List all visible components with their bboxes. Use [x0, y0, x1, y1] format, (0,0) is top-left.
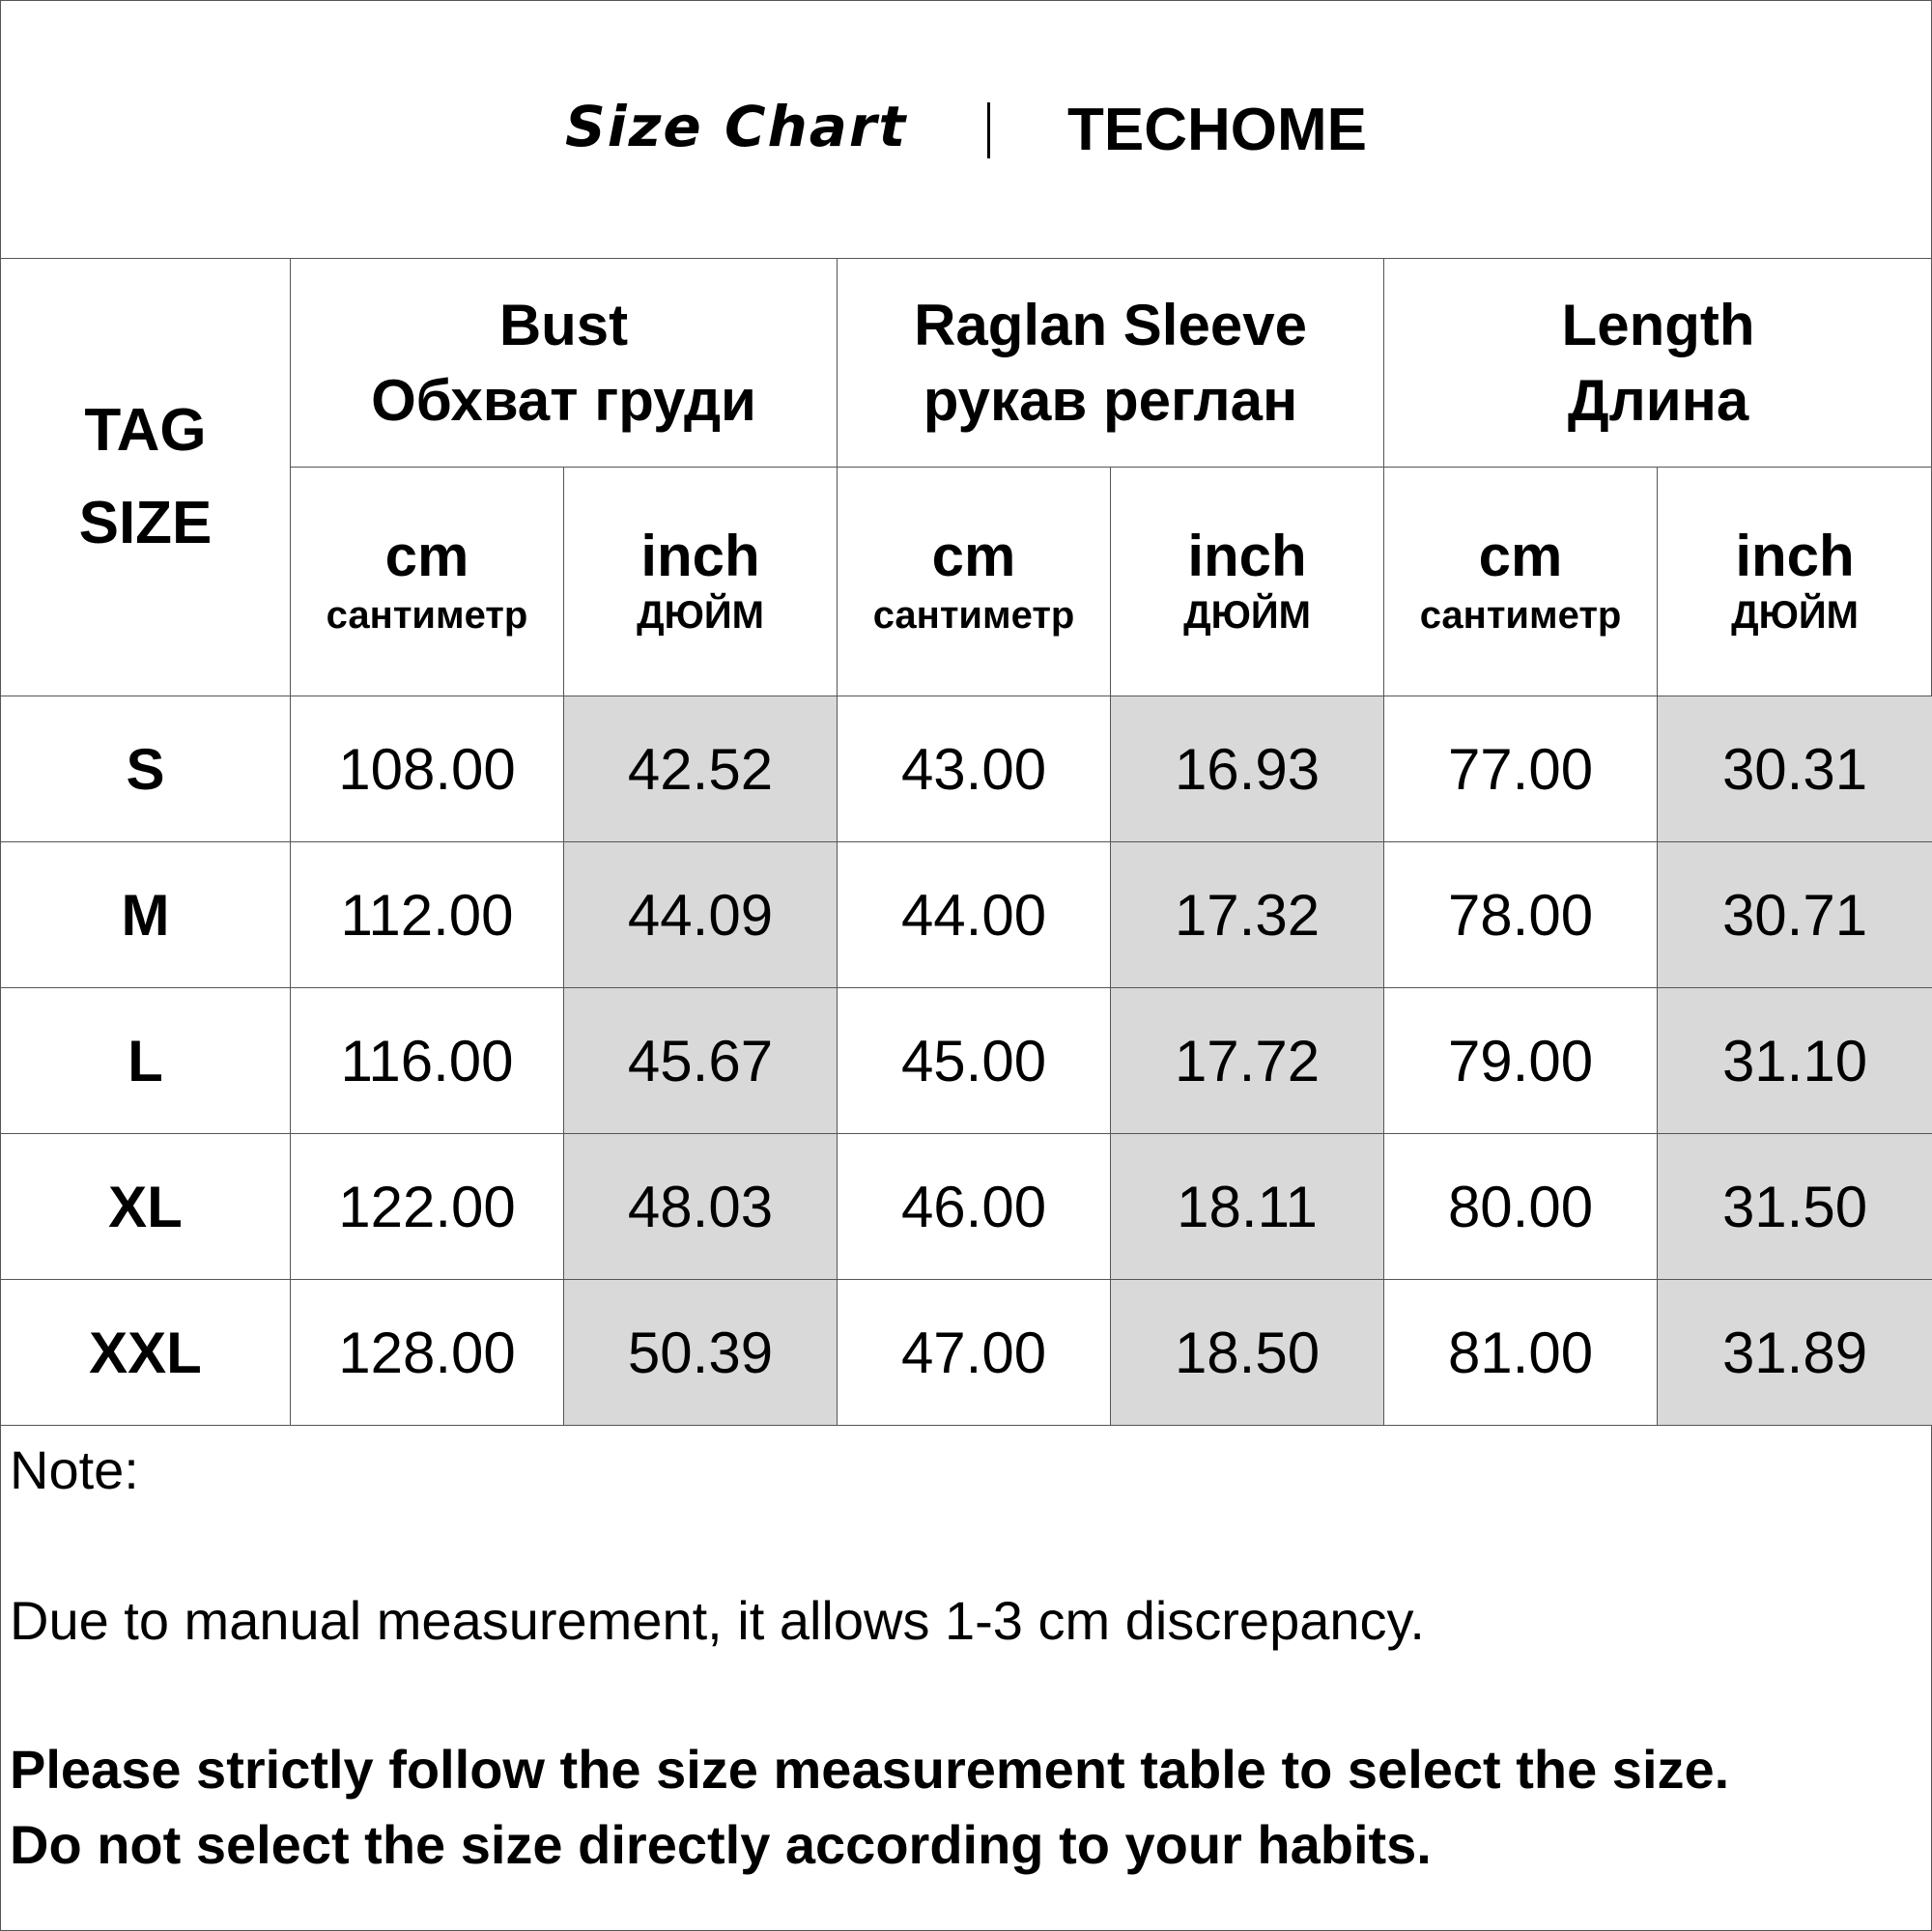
unit-main: cm	[931, 524, 1016, 588]
unit-header-inch	[1111, 468, 1384, 696]
group-name-en: Length	[1561, 292, 1755, 357]
sleeve-inch: 17.72	[1111, 988, 1384, 1134]
length-inch: 31.10	[1658, 988, 1932, 1134]
length-inch: 31.89	[1658, 1280, 1932, 1426]
length-cm: 79.00	[1384, 988, 1658, 1134]
length-cm: 77.00	[1384, 696, 1658, 842]
group-name-ru: Длина	[1567, 367, 1749, 433]
group-name-ru: рукав реглан	[923, 367, 1298, 433]
unit-sub: ДЮЙМ	[637, 594, 764, 637]
length-inch: 30.31	[1658, 696, 1932, 842]
brand-name: TECHOME	[1067, 97, 1367, 163]
sleeve-cm: 47.00	[838, 1280, 1111, 1426]
group-header-bust	[291, 259, 838, 468]
bust-cm: 122.00	[291, 1134, 564, 1280]
tag-header-line2: SIZE	[78, 490, 213, 556]
size-label: XL	[1, 1134, 291, 1280]
length-cm: 78.00	[1384, 842, 1658, 988]
table-row	[1, 988, 1932, 1134]
bust-inch: 45.67	[564, 988, 838, 1134]
unit-main: cm	[384, 524, 469, 588]
note-discrepancy: Due to manual measurement, it allows 1-3 cm discrepancy.	[10, 1590, 1425, 1651]
bust-cm: 112.00	[291, 842, 564, 988]
bust-inch: 50.39	[564, 1280, 838, 1426]
bust-cm: 128.00	[291, 1280, 564, 1426]
unit-main: inch	[1187, 524, 1307, 588]
sleeve-inch: 18.50	[1111, 1280, 1384, 1426]
unit-sub: сантиметр	[872, 594, 1075, 637]
sleeve-cm: 45.00	[838, 988, 1111, 1134]
size-table	[0, 258, 1932, 1426]
length-cm: 81.00	[1384, 1280, 1658, 1426]
sleeve-cm: 46.00	[838, 1134, 1111, 1280]
note-not-by-habits: Do not select the size directly according to your habits.	[10, 1814, 1432, 1875]
bust-cm: 116.00	[291, 988, 564, 1134]
sleeve-cm: 44.00	[838, 842, 1111, 988]
unit-main: cm	[1478, 524, 1563, 588]
table-row	[1, 696, 1932, 842]
group-header-raglan-sleeve	[838, 259, 1384, 468]
sleeve-cm: 43.00	[838, 696, 1111, 842]
size-label: XXL	[1, 1280, 291, 1426]
bust-inch: 42.52	[564, 696, 838, 842]
tag-size-header	[1, 259, 291, 696]
bust-inch: 48.03	[564, 1134, 838, 1280]
size-label: S	[1, 696, 291, 842]
note-follow-table: Please strictly follow the size measurement table to select the size.	[10, 1739, 1730, 1800]
unit-sub: ДЮЙМ	[1183, 594, 1311, 637]
unit-header-inch	[1658, 468, 1932, 696]
size-label: M	[1, 842, 291, 988]
group-name-ru: Обхват груди	[371, 367, 756, 433]
title-row	[0, 0, 1932, 259]
unit-main: inch	[1735, 524, 1855, 588]
note-label: Note:	[10, 1439, 139, 1500]
title-separator	[987, 102, 990, 158]
notes-section	[10, 1439, 1922, 1875]
sleeve-inch: 18.11	[1111, 1134, 1384, 1280]
unit-header-cm	[291, 468, 564, 696]
table-row	[1, 1134, 1932, 1280]
table-row	[1, 1280, 1932, 1426]
group-header-length	[1384, 259, 1932, 468]
bust-inch: 44.09	[564, 842, 838, 988]
unit-sub: сантиметр	[1419, 594, 1622, 637]
length-inch: 31.50	[1658, 1134, 1932, 1280]
unit-sub: ДЮЙМ	[1731, 594, 1859, 637]
table-row	[1, 842, 1932, 988]
unit-main: inch	[640, 524, 760, 588]
unit-sub: сантиметр	[326, 594, 528, 637]
unit-header-cm	[1384, 468, 1658, 696]
group-name-en: Raglan Sleeve	[914, 292, 1307, 357]
length-inch: 30.71	[1658, 842, 1932, 988]
group-name-en: Bust	[498, 292, 629, 357]
tag-header-line1: TAG	[84, 397, 207, 464]
sleeve-inch: 16.93	[1111, 696, 1384, 842]
chart-title: Size Chart	[565, 94, 908, 159]
unit-header-inch	[564, 468, 838, 696]
sleeve-inch: 17.32	[1111, 842, 1384, 988]
size-label: L	[1, 988, 291, 1134]
unit-header-cm	[838, 468, 1111, 696]
bust-cm: 108.00	[291, 696, 564, 842]
length-cm: 80.00	[1384, 1134, 1658, 1280]
